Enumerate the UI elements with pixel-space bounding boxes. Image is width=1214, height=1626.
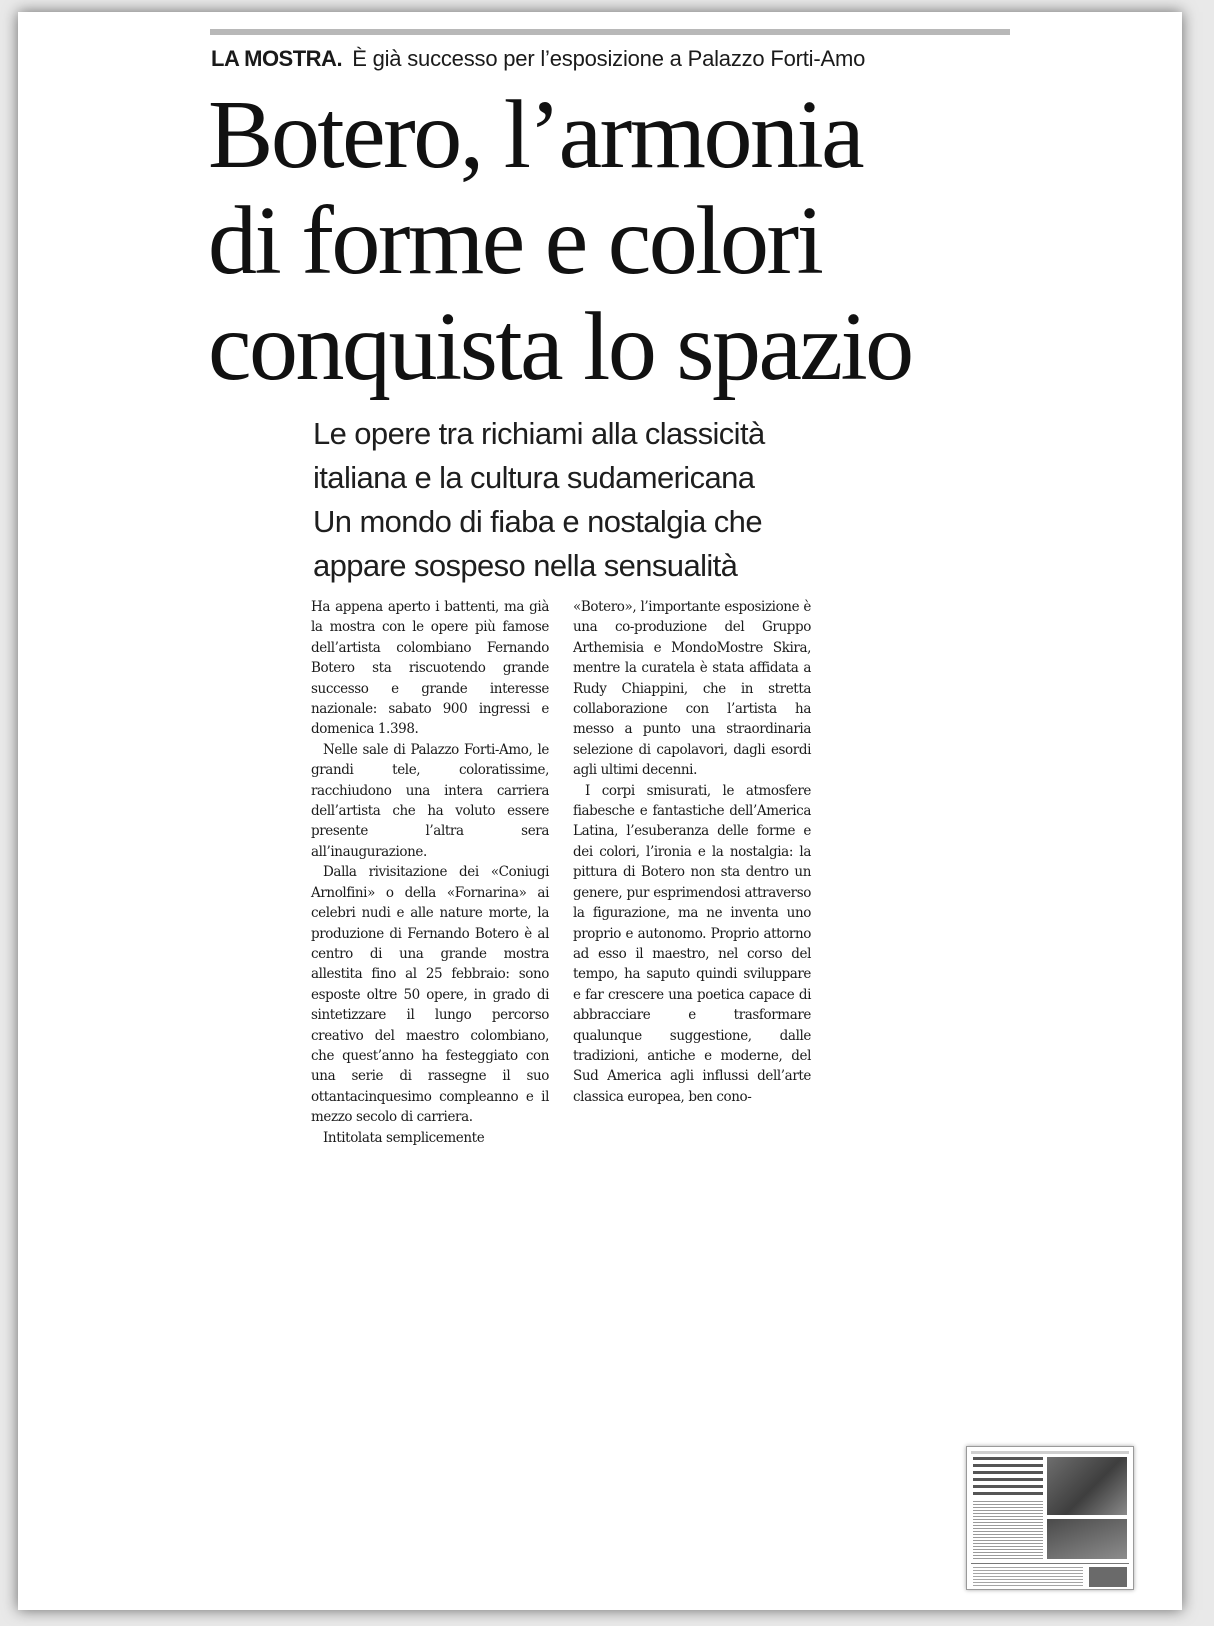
kicker xyxy=(211,42,1011,76)
headline-line: Botero, l’armonia xyxy=(208,81,863,189)
top-rule xyxy=(210,29,1010,35)
thumbnail-headline xyxy=(973,1457,1043,1497)
thumbnail-photo xyxy=(1089,1567,1127,1587)
subheadline-line: italiana e la cultura sudamericana xyxy=(313,460,755,495)
article-paragraph: Nelle sale di Palazzo Forti-Amo, le grandi tele, coloratissime, racchiudono una intera carriera dell’artista che ha voluto essere presente l’altra sera all’inaugurazione. xyxy=(311,741,549,860)
headline-line: di forme e colori xyxy=(208,187,822,295)
newspaper-page xyxy=(18,12,1182,1610)
thumbnail-rule xyxy=(971,1563,1129,1564)
subheadline xyxy=(313,412,953,588)
article-body xyxy=(311,597,819,1227)
article-paragraph: Intitolata semplicemente xyxy=(323,1129,485,1146)
kicker-label: LA MOSTRA. xyxy=(211,46,343,71)
article-column-left xyxy=(311,597,549,1148)
subheadline-line: appare sospeso nella sensualità xyxy=(313,548,738,583)
article-paragraph: Dalla rivisitazione dei «Coniugi Arnolfini» o della «Fornarina» ai celebri nudi e alle nature morte, la produzione di Fernando Botero è al centro di una grande mostra allestita fino al 25 febbraio: sono esposte oltre 50 opere, in grado di sintetizzare il lungo percorso creativo del maestro colombiano, che quest’anno ha festeggiato con una serie di rassegne il suo ottantacinquesimo compleanno e il mezzo secolo di carriera. xyxy=(311,864,549,1126)
thumbnail-text xyxy=(973,1501,1043,1561)
article-paragraph: I corpi smisurati, le atmosfere fiabesche e fantastiche dell’America Latina, l’esuberanza delle forme e dei colori, l’ironia e la nostalgia: la pittura di Botero non sta dentro un genere, pur esprimendosi attraverso la figurazione, ma ne inventa uno proprio e autonomo. Proprio attorno ad esso il maestro, nel corso del tempo, ha saputo quindi sviluppare e far crescere una poetica capace di abbracciare e trasformare qualunque suggestione, dalle tradizioni, antiche e moderne, del Sud America agli influssi dell’arte classica europea, ben cono- xyxy=(573,782,811,1105)
kicker-text: È già successo per l’esposizione a Palazzo Forti-Amo xyxy=(352,46,866,71)
article-paragraph: Ha appena aperto i battenti, ma già la mostra con le opere più famose dell’artista colombiano Fernando Botero sta riscuotendo grande successo e grande interesse nazionale: sabato 900 ingressi e domenica 1.398. xyxy=(311,599,549,738)
article-column-right xyxy=(573,597,811,1107)
subheadline-line: Le opere tra richiami alla classicità xyxy=(313,416,765,451)
newspaper-page-thumbnail-icon[interactable] xyxy=(966,1446,1134,1590)
subheadline-line: Un mondo di fiaba e nostalgia che xyxy=(313,504,762,539)
thumbnail-strip xyxy=(971,1451,1129,1454)
thumbnail-photo xyxy=(1047,1519,1127,1559)
article-paragraph: «Botero», l’importante esposizione è una co-produzione del Gruppo Arthemisia e MondoMostre Skira, mentre la curatela è stata affidata a Rudy Chiappini, che in stretta collaborazione con l’artista ha messo a punto una straordinaria selezione di capolavori, dagli esordi agli ultimi decenni. xyxy=(573,599,811,779)
thumbnail-photo xyxy=(1047,1457,1127,1515)
thumbnail-text xyxy=(973,1567,1083,1587)
headline xyxy=(208,82,1028,400)
headline-line: conquista lo spazio xyxy=(208,293,912,401)
